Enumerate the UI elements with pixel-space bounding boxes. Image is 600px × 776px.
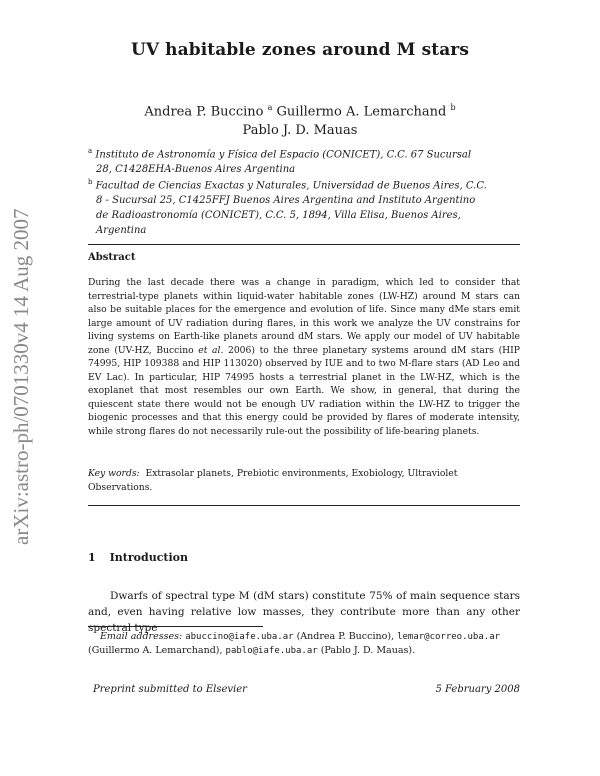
email-link[interactable]: pablo@iafe.uba.ar [225,646,318,656]
affil-mark: b [450,103,456,112]
abstract-bottom-rule [88,505,520,506]
footnote-name: (Andrea P. Buccino), [293,631,398,642]
abstract-heading: Abstract [88,252,136,263]
abstract-etal: et al. [198,344,224,356]
affiliation-text: Instituto de Astronomía y Física del Espacio (CONICET), C.C. 67 Sucursal 28, C1428EHA-Buenos Aires Argentina [95,149,472,176]
footnote-lead: Email addresses: [100,631,183,642]
footnote-name: (Guillermo A. Lemarchand), [88,645,226,656]
keywords [88,467,520,494]
footnote-name: (Pablo J. D. Mauas). [317,645,416,656]
affil-mark: a [267,103,273,112]
footnote-rule [88,626,263,627]
keywords-text: Extrasolar planets, Prebiotic environments, Exobiology, Ultraviolet Observations. [88,468,458,493]
section-number: 1 [88,551,96,564]
affiliation-b [88,175,488,238]
email-link[interactable]: abuccino@iafe.uba.ar [185,632,294,642]
abstract-top-rule [88,244,520,245]
footnote [88,630,528,658]
paper-title: UV habitable zones around M stars [130,40,470,60]
author-block [0,98,600,140]
preprint-note: Preprint submitted to Elsevier [93,684,247,695]
abstract-text-part: During the last decade there was a change in paradigm, which led to consider that terrestrial-type planets within liquid-water habitable zones (LW-HZ) around M stars can also be suitable places for the emergence and evolution of life. Since many dMe stars emit large amount of UV radiation during flares, in this work we analyze the UV constrains for living systems on Earth-like planets around dM stars. We apply our model of UV habitable zone (UV-HZ, Buccino [88,277,520,356]
author-name: Guillermo A. Lemarchand [276,104,447,120]
email-link[interactable]: lemar@correo.uba.ar [397,632,501,642]
keywords-label: Key words: [88,468,140,479]
affil-mark: a [88,147,93,155]
affil-mark: b [88,178,93,186]
author-name: Pablo J. D. Mauas [242,123,358,139]
section-title: Introduction [109,551,188,564]
author-name: Andrea P. Buccino [144,104,264,120]
affiliation-text: Facultad de Ciencias Exactas y Naturales, Universidad de Buenos Aires, C.C. 8 - Sucursal 25, C1425FFJ Buenos Aires Argentina and Instituto Argentino de Radioastronomía (CONICET), C.C. 5, 1894, Villa Elisa, Buenos Aires, Argentina [95,180,487,237]
arxiv-sidebar-id: arXiv:astro-ph/0701330v4 14 Aug 2007 [9,208,33,545]
preprint-date: 5 February 2008 [435,684,520,695]
abstract-text-part: 2006) to the three planetary systems around dM stars (HIP 74995, HIP 109388 and HIP 113020) observed by IUE and to two M-flare stars (AD Leo and EV Lac). In particular, HIP 74995 hosts a terrestrial planet in the LW-HZ, which is the exoplanet that most resembles our own Earth. We show, in general, that during the quiescent state there would not be enough UV radiation within the LW-HZ to trigger the biogenic processes and that this energy could be provided by flares of moderate intensity, while strong flares do not necessarily rule-out the possibility of life-bearing planets. [88,344,520,437]
intro-paragraph: Dwarfs of spectral type M (dM stars) constitute 75% of main sequence stars and, even having relative low masses, they contribute more than any other spectral type [88,590,520,634]
affiliation-a [88,144,488,177]
section-heading [88,551,188,564]
abstract-body [88,276,520,438]
